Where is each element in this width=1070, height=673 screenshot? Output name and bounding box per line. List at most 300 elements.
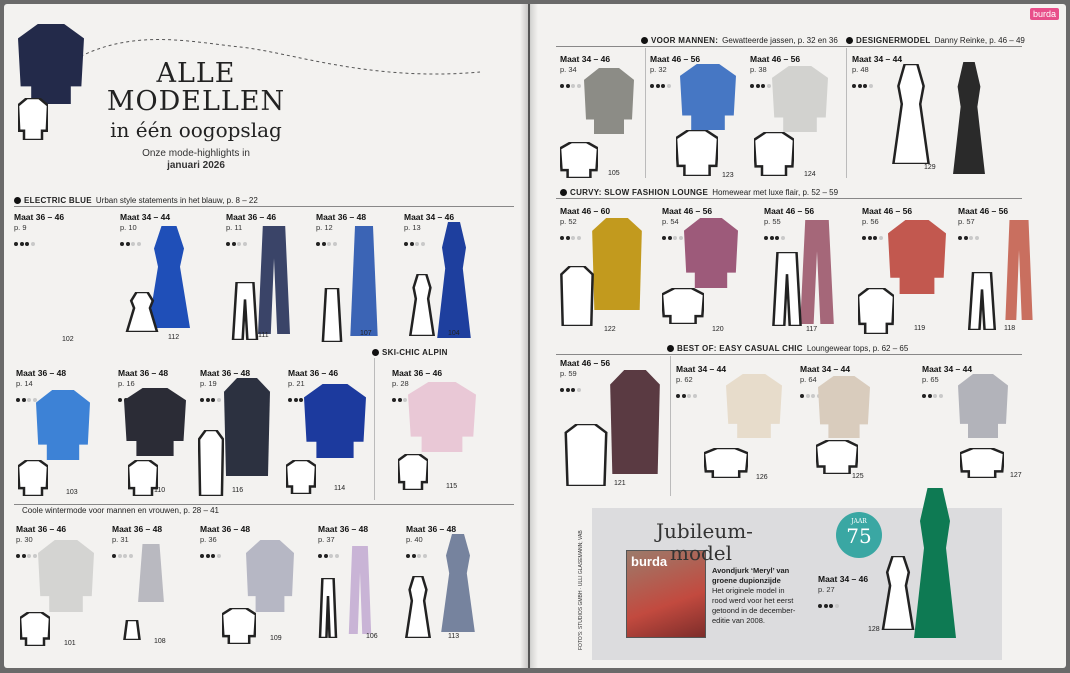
model-number: 124: [804, 171, 816, 178]
difficulty-dot: [571, 388, 575, 392]
sketch-outline: [893, 64, 928, 164]
size-range: Maat 36 – 48: [406, 524, 457, 534]
difficulty-dot: [403, 398, 407, 402]
garment-silhouette: [18, 24, 84, 104]
sketch-outline: [18, 460, 48, 496]
model-number: 101: [64, 640, 76, 647]
garment-silhouette: [914, 488, 956, 638]
model-108-technical-sketch: [122, 620, 142, 640]
difficulty-dot: [571, 236, 575, 240]
sketch-outline: [406, 576, 430, 638]
difficulty-dot: [206, 554, 210, 558]
model-112-technical-sketch: [124, 292, 160, 332]
difficulty-dot: [27, 398, 31, 402]
size-range: Maat 34 – 46: [404, 212, 455, 222]
model-126-photo[interactable]: [726, 374, 782, 438]
page-reference: p. 30: [16, 535, 33, 544]
garment-silhouette: [304, 384, 366, 458]
garment-silhouette: [437, 222, 471, 338]
sketch-outline: [858, 288, 894, 334]
page-reference: p. 11: [226, 223, 243, 232]
difficulty-dot: [764, 236, 768, 240]
difficulty-dot: [835, 604, 839, 608]
difficulty-dot: [16, 554, 20, 558]
divider: [556, 46, 1022, 47]
difficulty-dot: [656, 84, 660, 88]
section-ski-chic: SKI-CHIC ALPIN: [372, 348, 452, 357]
difficulty-dot: [329, 554, 333, 558]
model-129-photo[interactable]: [950, 62, 988, 174]
divider: [556, 354, 1022, 355]
garment-silhouette: [888, 220, 946, 294]
model-127-photo[interactable]: [958, 374, 1008, 438]
model-126-label: [676, 364, 726, 390]
model-105-technical-sketch: [560, 142, 598, 178]
model-number: 116: [232, 487, 244, 494]
size-range: Maat 46 – 60: [560, 206, 611, 216]
difficulty-dot: [969, 236, 973, 240]
difficulty-dot: [237, 242, 241, 246]
sketch-outline: [323, 288, 341, 342]
title-line-2: MODELLEN: [106, 86, 286, 117]
title-subtitle: Onze mode-highlights in januari 2026: [142, 148, 250, 171]
size-range: Maat 46 – 56: [560, 358, 611, 368]
difficulty-dot: [327, 242, 331, 246]
section-electric-blue: ELECTRIC BLUE Urban style statements in het blauw, p. 8 – 22: [14, 196, 258, 205]
difficulty-dot: [933, 394, 937, 398]
model-119-photo[interactable]: [888, 220, 946, 294]
model-123-photo[interactable]: [680, 64, 736, 130]
sketch-outline: [704, 448, 748, 478]
model-102-technical-sketch: [18, 98, 48, 140]
model-number: 105: [608, 170, 620, 177]
garment-silhouette: [592, 218, 642, 310]
difficulty-dot: [200, 554, 204, 558]
divider: [670, 356, 671, 496]
difficulty-dot: [211, 398, 215, 402]
model-number: 122: [604, 326, 616, 333]
garment-silhouette: [38, 540, 94, 612]
size-range: Maat 36 – 48: [16, 368, 67, 378]
page-reference: p. 28: [392, 379, 409, 388]
difficulty-dot: [661, 84, 665, 88]
model-102-label: [14, 212, 64, 238]
difficulty-dot: [687, 394, 691, 398]
model-106-technical-sketch: [318, 578, 338, 638]
sketch-outline: [410, 274, 434, 336]
model-109-label: [200, 524, 250, 550]
page-reference: p. 48: [852, 65, 869, 74]
difficulty-dot: [770, 236, 774, 240]
difficulty-dot: [879, 236, 883, 240]
difficulty-dot: [217, 398, 221, 402]
difficulty-dot: [560, 236, 564, 240]
size-range: Maat 36 – 46: [14, 212, 65, 222]
difficulty-dot: [31, 242, 35, 246]
model-128-label: [818, 574, 868, 600]
page-reference: p. 64: [800, 375, 817, 384]
difficulty-dots: [818, 595, 868, 600]
difficulty-dot: [288, 398, 292, 402]
model-120-photo[interactable]: [684, 218, 738, 288]
size-range: Maat 36 – 48: [118, 368, 169, 378]
model-number: 102: [62, 336, 74, 343]
difficulty-dot: [668, 236, 672, 240]
section-designer: DESIGNERMODEL Danny Reinke, p. 46 – 49: [846, 36, 1025, 45]
difficulty-dot: [243, 242, 247, 246]
size-range: Maat 36 – 46: [16, 524, 67, 534]
model-121-technical-sketch: [564, 424, 608, 486]
difficulty-dot: [811, 394, 815, 398]
page-reference: p. 56: [862, 217, 879, 226]
page-reference: p. 40: [406, 535, 423, 544]
garment-silhouette: [350, 226, 377, 336]
model-109-photo[interactable]: [246, 540, 294, 612]
size-range: Maat 46 – 56: [650, 54, 701, 64]
model-125-photo[interactable]: [818, 376, 870, 438]
difficulty-dot: [928, 394, 932, 398]
difficulty-dot: [118, 554, 122, 558]
model-119-technical-sketch: [858, 288, 894, 334]
size-range: Maat 36 – 46: [288, 368, 339, 378]
size-range: Maat 46 – 56: [750, 54, 801, 64]
difficulty-dot: [126, 242, 130, 246]
sketch-outline: [286, 460, 316, 494]
size-range: Maat 34 – 44: [922, 364, 973, 374]
size-range: Maat 34 – 46: [818, 574, 869, 584]
sketch-outline: [960, 448, 1004, 478]
page-title-block: [96, 60, 296, 172]
burda-logo: burda: [1030, 8, 1059, 20]
divider: [556, 198, 1022, 199]
difficulty-dots: [560, 379, 610, 384]
difficulty-dot: [335, 554, 339, 558]
difficulty-dot: [217, 554, 221, 558]
page-reference: p. 54: [662, 217, 679, 226]
difficulty-dot: [824, 604, 828, 608]
model-118-technical-sketch: [966, 272, 998, 330]
model-121-label: [560, 358, 610, 384]
difficulty-dot: [200, 398, 204, 402]
size-range: Maat 36 – 48: [318, 524, 369, 534]
sketch-outline: [883, 556, 913, 630]
size-range: Maat 34 – 44: [800, 364, 851, 374]
divider: [14, 504, 514, 505]
model-114-photo[interactable]: [304, 384, 366, 458]
difficulty-dot: [294, 398, 298, 402]
difficulty-dot: [577, 84, 581, 88]
model-124-photo[interactable]: [772, 66, 828, 132]
model-127-technical-sketch: [960, 448, 1004, 478]
model-number: 127: [1010, 472, 1022, 479]
sketch-outline: [676, 130, 718, 176]
sketch-outline: [662, 288, 704, 324]
garment-silhouette: [246, 540, 294, 612]
difficulty-dot: [131, 242, 135, 246]
model-104-technical-sketch: [408, 274, 436, 336]
difficulty-dot: [650, 84, 654, 88]
difficulty-dot: [852, 84, 856, 88]
difficulty-dot: [415, 242, 419, 246]
size-range: Maat 46 – 56: [662, 206, 713, 216]
size-range: Maat 46 – 56: [862, 206, 913, 216]
garment-silhouette: [584, 68, 634, 134]
garment-silhouette: [818, 376, 870, 438]
size-range: Maat 34 – 46: [560, 54, 611, 64]
size-range: Maat 34 – 44: [676, 364, 727, 374]
difficulty-dots: [676, 385, 726, 390]
model-129-technical-sketch: [890, 64, 932, 164]
model-124-technical-sketch: [754, 132, 794, 176]
model-123-technical-sketch: [676, 130, 718, 176]
difficulty-dot: [682, 394, 686, 398]
sketch-outline: [398, 454, 428, 490]
difficulty-dot: [964, 236, 968, 240]
difficulty-dot: [775, 236, 779, 240]
sketch-outline: [320, 578, 336, 638]
difficulty-dot: [22, 398, 26, 402]
size-range: Maat 36 – 48: [200, 368, 251, 378]
model-128-photo[interactable]: [910, 488, 960, 638]
model-126-technical-sketch: [704, 448, 748, 478]
difficulty-dot: [417, 554, 421, 558]
model-number: 112: [168, 334, 180, 341]
anniversary-badge: JAAR 75: [836, 512, 882, 558]
garment-silhouette: [772, 66, 828, 132]
garment-silhouette: [408, 382, 476, 452]
page-reference: p. 52: [560, 217, 577, 226]
model-111-technical-sketch: [230, 282, 260, 340]
model-103-technical-sketch: [18, 460, 48, 496]
sketch-outline: [127, 292, 157, 332]
difficulty-dot: [14, 242, 18, 246]
model-number: 109: [270, 635, 282, 642]
difficulty-dot: [16, 398, 20, 402]
model-number: 104: [448, 330, 460, 337]
difficulty-dot: [211, 554, 215, 558]
difficulty-dot: [412, 554, 416, 558]
model-107-technical-sketch: [320, 288, 344, 342]
difficulty-dot: [318, 554, 322, 558]
page-reference: p. 21: [288, 379, 305, 388]
size-range: Maat 36 – 48: [200, 524, 251, 534]
difficulty-dot: [423, 554, 427, 558]
model-number: 117: [806, 326, 818, 333]
model-113-technical-sketch: [404, 576, 432, 638]
jubilee-title: Jubileum- model: [656, 519, 753, 565]
difficulty-dot: [566, 236, 570, 240]
model-118-photo[interactable]: [1002, 220, 1036, 320]
difficulty-dot: [975, 236, 979, 240]
sketch-outline: [816, 440, 858, 474]
model-122-photo[interactable]: [590, 218, 644, 310]
difficulty-dot: [421, 242, 425, 246]
sketch-outline: [754, 132, 794, 176]
size-range: Maat 46 – 56: [764, 206, 815, 216]
model-number: 120: [712, 326, 724, 333]
page-reference: p. 19: [200, 379, 217, 388]
model-number: 125: [852, 473, 864, 480]
section-men: VOOR MANNEN: Gewatteerde jassen, p. 32 en 36: [641, 36, 838, 45]
garment-silhouette: [726, 374, 782, 438]
difficulty-dot: [324, 554, 328, 558]
title-line-3: in één oogopslag: [110, 118, 282, 142]
model-108-photo[interactable]: [134, 544, 168, 602]
difficulty-dot: [120, 242, 124, 246]
sketch-outline: [222, 608, 256, 644]
difficulty-dot: [322, 242, 326, 246]
page-reference: p. 62: [676, 375, 693, 384]
model-128-technical-sketch: [880, 556, 916, 630]
sketch-outline: [561, 266, 592, 326]
model-101-photo[interactable]: [38, 540, 94, 612]
difficulty-dot: [571, 84, 575, 88]
model-115-technical-sketch: [398, 454, 428, 490]
page-reference: p. 16: [118, 379, 135, 388]
difficulty-dot: [560, 388, 564, 392]
section-curvy: CURVY: SLOW FASHION LOUNGE Homewear met luxe flair, p. 52 – 59: [560, 188, 838, 197]
difficulty-dot: [756, 84, 760, 88]
difficulty-dot: [829, 604, 833, 608]
difficulty-dot: [392, 398, 396, 402]
magazine-logo: burda: [631, 554, 668, 569]
model-125-technical-sketch: [816, 440, 858, 474]
difficulty-dot: [673, 236, 677, 240]
page-gutter: [520, 4, 538, 668]
garment-silhouette: [124, 388, 186, 456]
model-number: 107: [360, 330, 372, 337]
model-104-photo[interactable]: [434, 222, 474, 338]
model-number: 118: [1004, 325, 1016, 332]
model-number: 115: [446, 483, 458, 490]
garment-silhouette: [1005, 220, 1032, 320]
model-106-photo[interactable]: [346, 546, 374, 634]
model-number: 114: [334, 485, 346, 492]
size-range: Maat 46 – 56: [958, 206, 1009, 216]
difficulty-dot: [922, 394, 926, 398]
model-122-technical-sketch: [560, 266, 594, 326]
page-reference: p. 27: [818, 585, 835, 594]
difficulty-dots: [14, 233, 64, 238]
difficulty-dot: [800, 394, 804, 398]
difficulty-dot: [863, 84, 867, 88]
difficulty-dot: [577, 236, 581, 240]
sketch-outline: [566, 424, 606, 486]
page-reference: p. 12: [316, 223, 333, 232]
page-reference: p. 13: [404, 223, 421, 232]
size-range: Maat 34 – 44: [852, 54, 903, 64]
model-number: 126: [756, 474, 768, 481]
difficulty-dot: [781, 236, 785, 240]
model-103-photo[interactable]: [36, 390, 90, 460]
difficulty-dot: [27, 554, 31, 558]
model-number: 111: [258, 332, 269, 339]
garment-silhouette: [138, 544, 164, 602]
section-best-of: BEST OF: EASY CASUAL CHIC Loungewear tops, p. 62 – 65: [667, 344, 908, 353]
page-reference: p. 37: [318, 535, 335, 544]
page-reference: p. 10: [120, 223, 137, 232]
garment-silhouette: [224, 378, 270, 476]
model-115-photo[interactable]: [408, 382, 476, 452]
section-winter: Coole wintermode voor mannen en vrouwen, p. 28 – 41: [22, 506, 220, 515]
model-number: 129: [924, 164, 936, 171]
difficulty-dot: [25, 242, 29, 246]
difficulty-dot: [20, 242, 24, 246]
model-number: 128: [868, 626, 880, 633]
photo-credit: FOTO'S: STUDIOS GMBH · ULLI GLASEMANN; VAB: [578, 530, 584, 650]
difficulty-dot: [333, 242, 337, 246]
difficulty-dot: [873, 236, 877, 240]
difficulty-dots: [200, 545, 250, 550]
difficulty-dot: [767, 84, 771, 88]
difficulty-dot: [406, 554, 410, 558]
model-105-photo[interactable]: [584, 68, 634, 134]
sketch-outline: [969, 272, 995, 330]
difficulty-dot: [206, 398, 210, 402]
page-reference: p. 38: [750, 65, 767, 74]
size-range: Maat 36 – 46: [226, 212, 277, 222]
model-number: 106: [366, 633, 378, 640]
difficulty-dot: [761, 84, 765, 88]
size-range: Maat 34 – 44: [120, 212, 171, 222]
model-120-technical-sketch: [662, 288, 704, 324]
garment-silhouette: [349, 546, 371, 634]
difficulty-dot: [869, 84, 873, 88]
title-line-1: ALLE: [156, 58, 236, 89]
garment-silhouette: [441, 534, 475, 632]
difficulty-dot: [958, 236, 962, 240]
model-111-photo[interactable]: [254, 226, 294, 334]
model-number: 103: [66, 489, 78, 496]
difficulty-dot: [316, 242, 320, 246]
size-range: Maat 36 – 48: [112, 524, 163, 534]
difficulty-dot: [858, 84, 862, 88]
page-reference: p. 34: [560, 65, 577, 74]
model-102-photo[interactable]: [18, 24, 84, 104]
size-range: Maat 36 – 48: [316, 212, 367, 222]
difficulty-dot: [33, 554, 37, 558]
difficulty-dots: [958, 227, 1008, 232]
model-121-photo[interactable]: [608, 370, 662, 474]
page-reference: p. 65: [922, 375, 939, 384]
difficulty-dot: [404, 242, 408, 246]
difficulty-dot: [22, 554, 26, 558]
model-107-photo[interactable]: [346, 226, 382, 336]
page-reference: p. 32: [650, 65, 667, 74]
garment-silhouette: [684, 218, 738, 288]
difficulty-dot: [566, 388, 570, 392]
sketch-outline: [773, 252, 800, 326]
page-reference: p. 55: [764, 217, 781, 226]
model-101-technical-sketch: [20, 612, 50, 646]
model-117-technical-sketch: [770, 252, 804, 326]
divider: [846, 48, 847, 178]
garment-silhouette: [610, 370, 660, 474]
difficulty-dot: [750, 84, 754, 88]
divider: [374, 358, 375, 500]
garment-silhouette: [953, 62, 985, 174]
garment-silhouette: [958, 374, 1008, 438]
divider: [14, 206, 514, 207]
model-116-photo[interactable]: [222, 378, 272, 476]
garment-silhouette: [36, 390, 90, 460]
difficulty-dot: [662, 236, 666, 240]
model-110-photo[interactable]: [124, 388, 186, 456]
page-reference: p. 36: [200, 535, 217, 544]
difficulty-dot: [676, 394, 680, 398]
model-113-photo[interactable]: [438, 534, 478, 632]
difficulty-dot: [118, 398, 122, 402]
